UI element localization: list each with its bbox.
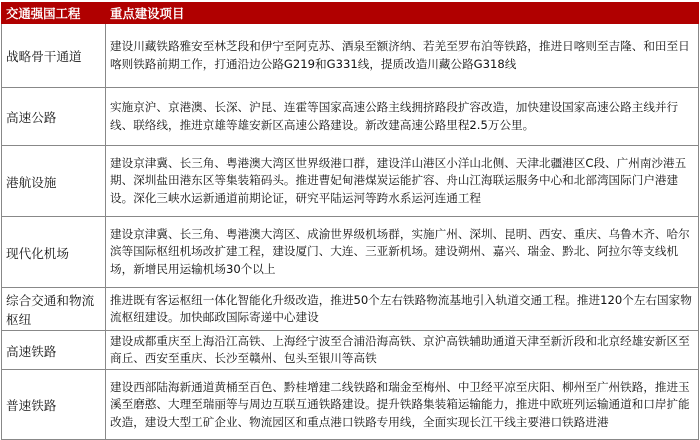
row-category: 综合交通和物流枢纽 [2, 288, 106, 331]
row-category: 高速公路 [2, 88, 106, 146]
row-category: 普速铁路 [2, 370, 106, 440]
table-row [2, 331, 699, 370]
row-projects: 实施京沪、京港澳、长深、沪昆、连霍等国家高速公路主线拥挤路段扩容改造，加快建设国家高速公路主线并行线、联络线，推进京雄等雄安新区高速公路建设。新改建高速公路里程2.5万公里。 [106, 88, 699, 146]
row-projects: 推进既有客运枢纽一体化智能化升级改造，推进50个左右铁路物流基地引入轨道交通工程。推进120个左右国家物流枢纽建设。加快邮政国际寄递中心建设 [106, 288, 699, 331]
table-row [2, 288, 699, 331]
table-row [2, 370, 699, 440]
row-category: 现代化机场 [2, 217, 106, 288]
row-projects: 建设川藏铁路雅安至林芝段和伊宁至阿克苏、酒泉至额济纳、若羌至罗布泊等铁路，推进日喀则至吉隆、和田至日喀则铁路前期工作，打通沿边公路G219和G331线，提质改造川藏公路G318线 [106, 24, 699, 88]
header-category: 交通强国工程 [2, 3, 106, 24]
row-category: 高速铁路 [2, 331, 106, 370]
row-category: 港航设施 [2, 146, 106, 217]
table-row [2, 24, 699, 88]
header-projects: 重点建设项目 [106, 3, 699, 24]
row-projects: 建设成都重庆至上海沿江高铁、上海经宁波至合浦沿海高铁、京沪高铁辅助通道天津至新沂段和北京经雄安新区至商丘、西安至重庆、长沙至赣州、包头至银川等高铁 [106, 331, 699, 370]
table-row [2, 88, 699, 146]
projects-table [1, 2, 699, 440]
table-row [2, 217, 699, 288]
table-row [2, 146, 699, 217]
row-projects: 建设京津冀、长三角、粤港澳大湾区世界级港口群，建设洋山港区小洋山北侧、天津北疆港区C段、广州南沙港五期、深圳盐田港东区等集装箱码头。推进曹妃甸港煤炭运能扩容、舟山江海联运服务中心和北部湾国际门户港建设。深化三峡水运新通道前期论证，研究平陆运河等跨水系运河连通工程 [106, 146, 699, 217]
table-header-row [2, 3, 699, 24]
row-projects: 建设西部陆海新通道黄桶至百色、黔桂增建二线铁路和瑞金至梅州、中卫经平凉至庆阳、柳州至广州铁路，推进玉溪至磨憨、大理至瑞丽等与周边互联互通铁路建设。提升铁路集装箱运输能力，推进中欧班列运输通道和口岸扩能改造，建设大型工矿企业、物流园区和重点港口铁路专用线，全面实现长江干线主要港口铁路进港 [106, 370, 699, 440]
row-category: 战略骨干通道 [2, 24, 106, 88]
row-projects: 建设京津冀、长三角、粤港澳大湾区、成渝世界级机场群，实施广州、深圳、昆明、西安、重庆、乌鲁木齐、哈尔滨等国际枢纽机场改扩建工程，建设厦门、大连、三亚新机场。建设朔州、嘉兴、瑞金、黔北、阿拉尔等支线机场，新增民用运输机场30个以上 [106, 217, 699, 288]
